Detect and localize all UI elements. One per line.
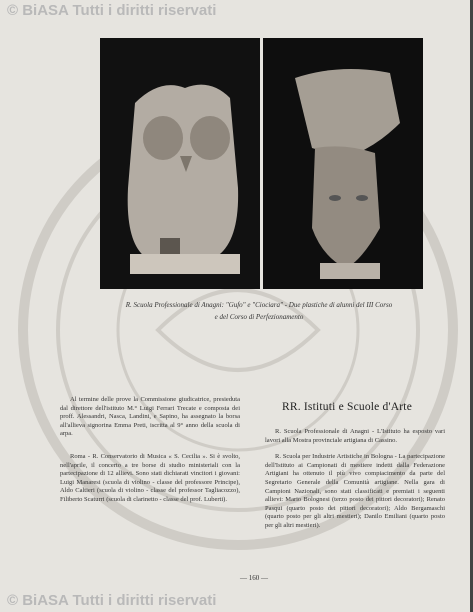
section-heading: RR. Istituti e Scuole d'Arte [282, 401, 413, 413]
caption-line-1: R. Scuola Professionale di Anagni: "Gufo" e "Ciociara" - Due plastiche di alunni del III Corso [125, 301, 393, 309]
watermark-top [0, 0, 473, 22]
left-column [60, 396, 240, 519]
paragraph: Roma - R. Conservatorio di Musica « S. Cecilia ». Si è svolto, nell'aprile, il concerto a tre borse di studio ministeriali con la partecipazione di 12 allievi. Sono stati dichiarati vincitori i giovani: Luigi Manaresi (scuola di violino - classe del professore Principe), Aldo Caltieri (scuola di violino - classe del professor Tagliacozzo), Filiberto Scaturri (scuola di clarinetto - classe del prof. Luberti). [60, 452, 240, 503]
paragraph: R. Scuola Professionale di Anagni - L'Istituto ha esposto vari lavori alla Mostra provinciale artigiana di Cassino. [265, 428, 445, 444]
paragraph: Al termine delle prove la Commissione giudicatrice, presieduta dal direttore dell'istituto M.° Luigi Ferrari Trecate e composta dei proff. Alessandri, Nasca, Landini, e Sapino, ha assegnato la borsa all'allieva signorina Emma Preti, iscritta al 9° anno della scuola di arpa. [60, 396, 240, 438]
figure-caption [84, 299, 434, 323]
right-column [265, 396, 445, 539]
watermark-text: © BiASA Tutti i diritti riservati [7, 592, 217, 609]
ciociara-sculpture-image [263, 38, 423, 289]
owl-sculpture-image [100, 38, 260, 289]
watermark-bottom [0, 590, 473, 612]
caption-line-2: e del Corso di Perfezionamento [214, 313, 304, 321]
paragraph: R. Scuola per Industrie Artistiche in Bologna - La partecipazione dell'Istituto ai Campionati di mestiere indetti dalla Federazione Artigiani ha ottenuto il più vivo compiacimento da parte del Segretario Generale della Comunità artigiane. Nella gara di Campioni Nazionali, sono stati classificati e premiati i seguenti allievi: Mario Bolognesi (terzo posto dei pittori decoratori); Renato Pasqui (quarto posto dei pittori decoratori); Aldo Bergamaschi (quarto posto per gli altri mestieri); Danilo Emiliani (quarto posto per gli altri mestieri). [265, 453, 445, 529]
sculpture-photo [100, 38, 423, 289]
watermark-text: © BiASA Tutti i diritti riservati [7, 2, 217, 19]
page-number: — 160 — [240, 574, 268, 582]
